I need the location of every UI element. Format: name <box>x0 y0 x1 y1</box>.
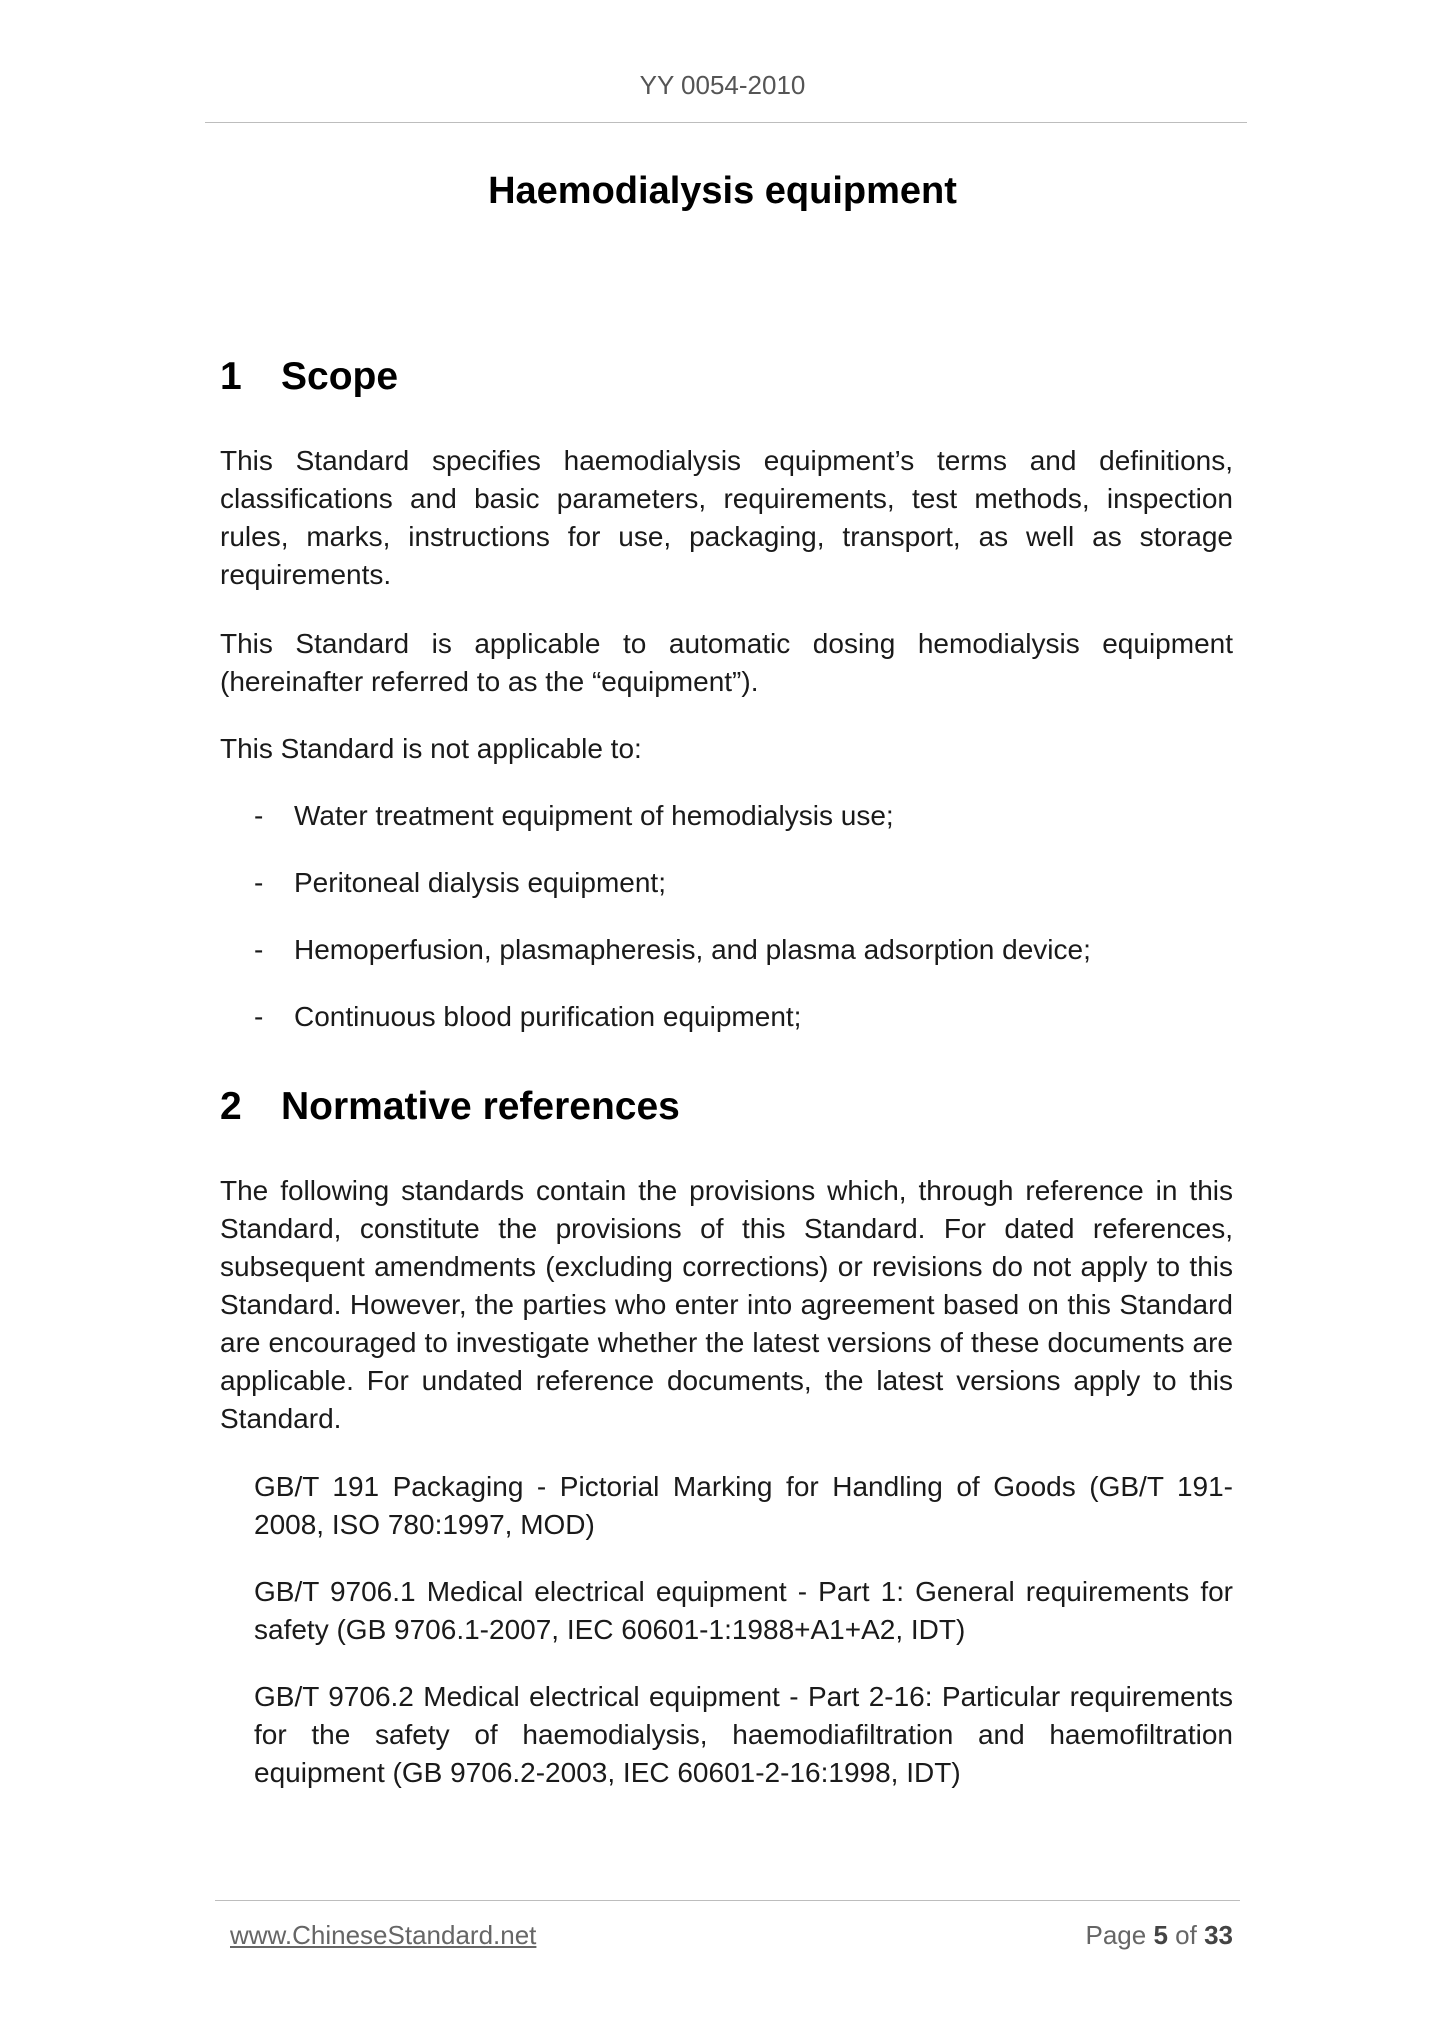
header-divider <box>205 122 1247 123</box>
bullet-marker: - <box>254 934 264 965</box>
list-item <box>254 797 894 835</box>
bullet-marker: - <box>254 867 264 898</box>
reference-item-gbt-191: GB/T 191 Packaging - Pictorial Marking for Handling of Goods (GB/T 191-2008, ISO 780:1997, MOD) <box>254 1471 1233 1540</box>
references-paragraph: The following standards contain the provisions which, through reference in this Standard, constitute the provisions of this Standard. For dated references, subsequent amendments (excluding corrections) or revisions do not apply to this Standard. However, the parties who enter into agreement based on this Standard are encouraged to investigate whether the latest versions of these documents are applicable. For undated reference documents, the latest versions apply to this Standard. <box>220 1175 1233 1434</box>
list-item-text: Continuous blood purification equipment; <box>294 1001 802 1032</box>
reference-item-gbt-9706-1: GB/T 9706.1 Medical electrical equipment - Part 1: General requirements for safety (GB 9706.1-2007, IEC 60601-1:1988+A1+A2, IDT) <box>254 1576 1233 1645</box>
section-2-heading <box>220 1085 680 1129</box>
scope-paragraph-2: This Standard is applicable to automatic dosing hemodialysis equipment (hereinafter referred to as the “equipment”). <box>220 628 1233 697</box>
footer-website-link[interactable]: www.ChineseStandard.net <box>230 1920 537 1950</box>
page-current: 5 <box>1153 1920 1168 1950</box>
list-item <box>254 931 1091 969</box>
list-item-text: Peritoneal dialysis equipment; <box>294 867 666 898</box>
section-2-number: 2 <box>220 1085 242 1128</box>
bullet-marker: - <box>254 1001 264 1032</box>
footer-divider <box>215 1900 1240 1901</box>
document-title: Haemodialysis equipment <box>488 170 957 212</box>
page-of: of <box>1175 1920 1197 1950</box>
page-prefix: Page <box>1085 1920 1147 1950</box>
list-item <box>254 998 801 1036</box>
reference-item-gbt-9706-2: GB/T 9706.2 Medical electrical equipment - Part 2-16: Particular requirements for the safety of haemodialysis, haemodiafiltration and haemofiltration equipment (GB 9706.2-2003, IEC 60601-2-16:1998, IDT) <box>254 1681 1233 1788</box>
scope-paragraph-3: This Standard is not applicable to: <box>220 733 642 764</box>
list-item-text: Water treatment equipment of hemodialysis use; <box>294 800 894 831</box>
section-2-title: Normative references <box>281 1085 680 1128</box>
page-total: 33 <box>1204 1920 1233 1950</box>
header-doc-number: YY 0054-2010 <box>639 70 806 100</box>
bullet-marker: - <box>254 800 264 831</box>
page-indicator <box>1085 1920 1233 1951</box>
list-item <box>254 864 666 902</box>
section-1-heading <box>220 355 398 399</box>
scope-paragraph-1: This Standard specifies haemodialysis equipment’s terms and definitions, classifications and basic parameters, requirements, test methods, inspection rules, marks, instructions for use, packaging, transport, as well as storage requirements. <box>220 445 1233 590</box>
section-1-number: 1 <box>220 355 242 398</box>
list-item-text: Hemoperfusion, plasmapheresis, and plasma adsorption device; <box>294 934 1091 965</box>
section-1-title: Scope <box>281 355 399 398</box>
